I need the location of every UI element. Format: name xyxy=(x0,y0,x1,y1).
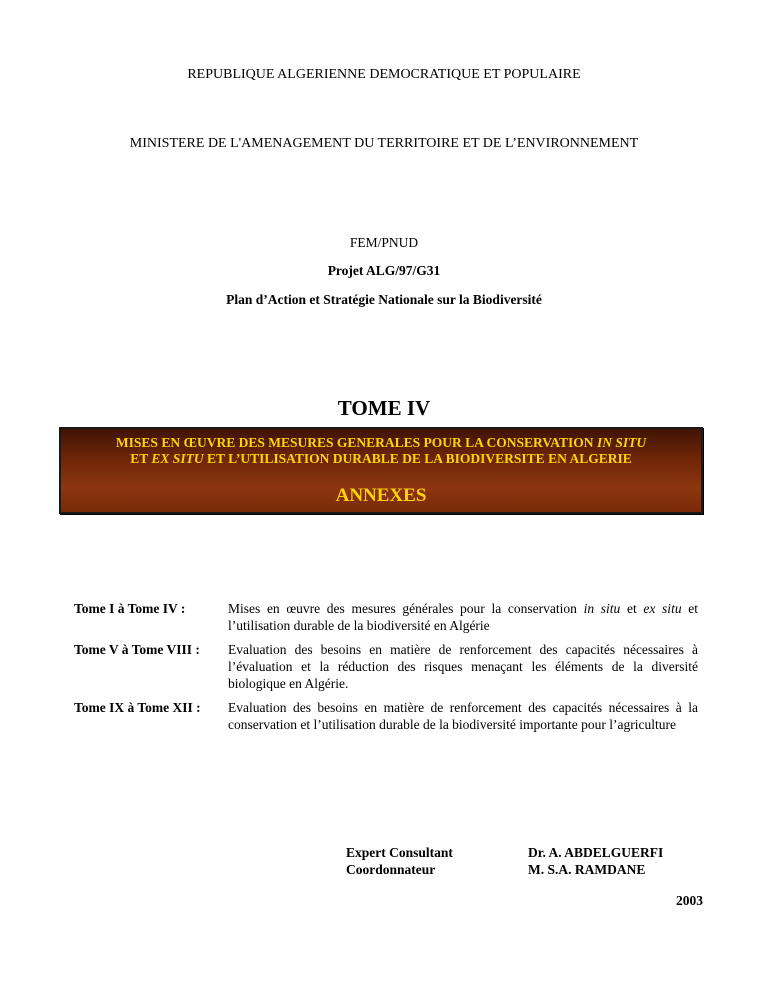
banner-in-situ: IN SITU xyxy=(596,435,647,450)
tome-row-label: Tome I à Tome IV : xyxy=(74,601,186,616)
role-expert: Expert Consultant xyxy=(346,845,453,860)
tome-row-label: Tome IX à Tome XII : xyxy=(74,700,201,715)
tome-row-text: Mises en œuvre des mesures générales pour la conservation in situ et ex situ et l’utilisation durable de la biodiversité en Algérie xyxy=(228,601,699,633)
tome-row-text: Evaluation des besoins en matière de renforcement des capacités nécessaires à la conservation et l’utilisation durable de la biodiversité importante pour l’agriculture xyxy=(228,700,698,732)
banner-line2-prefix: ET xyxy=(130,451,152,466)
republic-heading: REPUBLIQUE ALGERIENNE DEMOCRATIQUE ET POPULAIRE xyxy=(187,67,581,82)
banner-line2-text: ET L’UTILISATION DURABLE DE LA BIODIVERSITE EN ALGERIE xyxy=(203,451,632,466)
name-expert: Dr. A. ABDELGUERFI xyxy=(528,845,664,860)
tome-title: TOME IV xyxy=(337,396,431,420)
tome-row-text: Evaluation des besoins en matière de renforcement des capacités nécessaires à l’évaluation et la réduction des risques menaçant les éléments de la diversité biologique en Algérie. xyxy=(228,642,698,691)
signature-names xyxy=(528,844,663,878)
title-banner xyxy=(59,427,703,514)
signature-roles xyxy=(346,844,453,878)
year: 2003 xyxy=(676,893,703,908)
ministry-heading: MINISTERE DE L'AMENAGEMENT DU TERRITOIRE ET DE L’ENVIRONNEMENT xyxy=(129,136,639,151)
annexes-label: ANNEXES xyxy=(335,485,427,506)
banner-line1-text: MISES EN ŒUVRE DES MESURES GENERALES POUR LA CONSERVATION xyxy=(115,435,597,450)
banner-ex-situ: EX SITU xyxy=(151,451,204,466)
tome-row-label: Tome V à Tome VIII : xyxy=(74,642,200,657)
role-coordinator: Coordonnateur xyxy=(346,862,436,877)
name-coordinator: M. S.A. RAMDANE xyxy=(528,862,646,877)
fem-pnud-label: FEM/PNUD xyxy=(349,235,419,250)
plan-title: Plan d’Action et Stratégie Nationale sur la Biodiversité xyxy=(226,292,542,307)
project-code: Projet ALG/97/G31 xyxy=(327,263,441,278)
banner-title xyxy=(61,435,701,467)
